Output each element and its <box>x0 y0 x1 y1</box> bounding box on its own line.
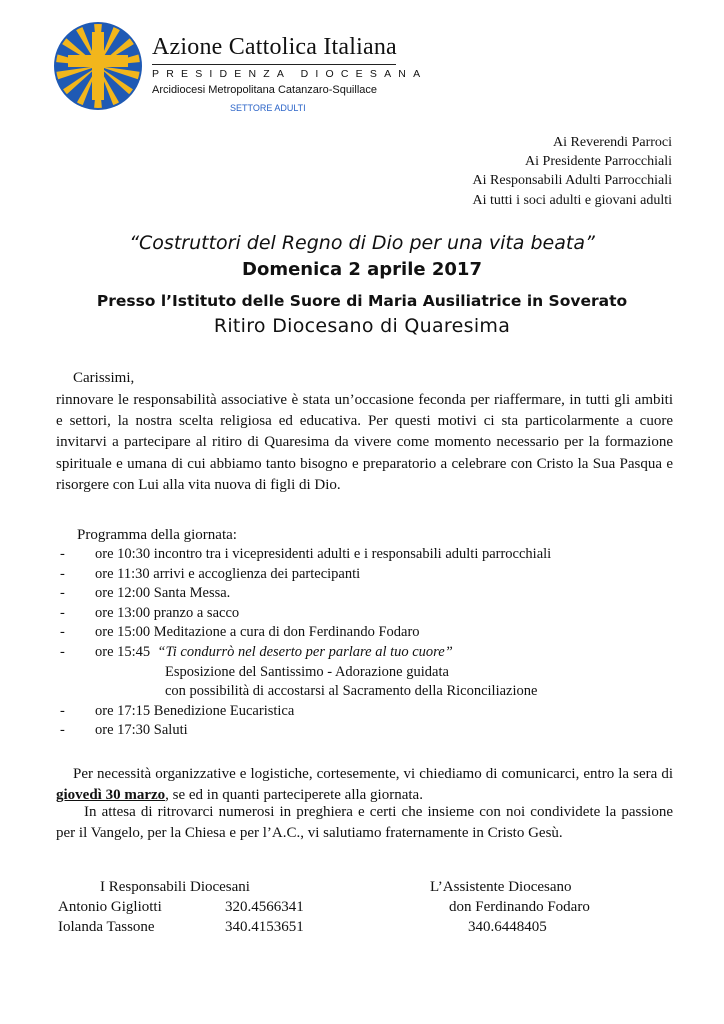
bullet-dash: - <box>60 643 65 660</box>
event-quote-title: “Costruttori del Regno di Dio per una vita beata” <box>129 232 595 254</box>
program-list <box>60 545 680 741</box>
program-subitem: Esposizione del Santissimo - Adorazione guidata <box>165 663 449 680</box>
program-item: - ore 13:00 pranzo a sacco <box>60 604 680 624</box>
rsvp-paragraph: Per necessità organizzative e logistiche, cortesemente, vi chiediamo di comunicarci, entro la sera di giovedì 30 marzo, se ed in quanti parteciperete alla giornata. <box>56 766 673 804</box>
azione-cattolica-logo <box>54 22 142 110</box>
bullet-dash: - <box>60 604 65 621</box>
recipient-line: Ai Presidente Parrocchiali <box>525 154 672 170</box>
signatory-phone: 320.4566341 <box>225 899 304 915</box>
bullet-dash: - <box>60 624 65 641</box>
program-item: - ore 10:30 incontro tra i vicepresidenti adulti e i responsabili adulti parrocchiali <box>60 545 680 565</box>
program-quote: “Ti condurrò nel deserto per parlare al tuo cuore” <box>157 643 453 660</box>
responsabili-title: I Responsabili Diocesani <box>100 879 250 895</box>
bullet-dash: - <box>60 722 65 739</box>
program-item: - ore 12:00 Santa Messa. <box>60 584 680 604</box>
signatory-name: Iolanda Tassone <box>58 919 155 935</box>
bullet-dash: - <box>60 546 65 562</box>
intro-paragraph: rinnovare le responsabilità associative è stata un’occasione feconda per riaffermare, in tutti gli ambiti e settori, la nostra scelta religiosa ed educativa. Per questi motivi ci sta particolarmente a cuore invitarvi a partecipare al ritiro di Quaresima da vivere come momento necessario per la formazione spirituale e umana di cui abbiamo tanto bisogno e preparatorio a celebrare con Cristo la Sua Pasqua e risorgere con Lui alla vita nuova di figli di Dio. <box>56 392 673 493</box>
org-name: Azione Cattolica Italiana <box>152 34 397 60</box>
bullet-dash: - <box>60 565 65 582</box>
recipient-line: Ai Responsabili Adulti Parrocchiali <box>472 173 672 189</box>
event-location: Presso l’Istituto delle Suore di Maria Ausiliatrice in Soverato <box>96 292 628 310</box>
assistant-title: L’Assistente Diocesano <box>430 879 572 895</box>
event-date: Domenica 2 aprile 2017 <box>242 259 482 280</box>
program-item: - ore 11:30 arrivi e accoglienza dei partecipanti <box>60 565 680 585</box>
bullet-dash: - <box>60 702 65 719</box>
signatory-phone: 340.4153651 <box>225 919 304 935</box>
program-item: - ore 17:30 Saluti <box>60 721 680 741</box>
signatory-name: Antonio Gigliotti <box>58 899 162 915</box>
greeting: Carissimi, <box>73 370 135 386</box>
bullet-dash: - <box>60 585 65 602</box>
program-subitem: con possibilità di accostarsi al Sacramento della Riconciliazione <box>165 683 538 700</box>
presidency-label: PRESIDENZA DIOCESANA <box>152 68 428 80</box>
assistant-name: don Ferdinando Fodaro <box>449 899 590 915</box>
rsvp-deadline: giovedì 30 marzo <box>56 787 166 804</box>
closing-paragraph: In attesa di ritrovarci numerosi in preghiera e certi che insieme con noi condividete la passione per il Vangelo, per la Chiesa e per l’A.C., vi salutiamo fraternamente in Cristo Gesù. <box>56 804 673 842</box>
sector-label: SETTORE ADULTI <box>230 103 306 113</box>
recipient-line: Ai Reverendi Parroci <box>553 135 672 150</box>
header-divider <box>152 64 396 65</box>
program-item: - ore 17:15 Benedizione Eucaristica <box>60 702 680 722</box>
program-item: - ore 15:00 Meditazione a cura di don Ferdinando Fodaro <box>60 623 680 643</box>
recipients-block <box>473 133 672 210</box>
program-item: - ore 15:45 “Ti condurrò nel deserto per parlare al tuo cuore” <box>60 643 680 663</box>
diocese-label: Arcidiocesi Metropolitana Catanzaro-Squillace <box>152 84 378 96</box>
event-name: Ritiro Diocesano di Quaresima <box>213 315 511 337</box>
recipient-line: Ai tutti i soci adulti e giovani adulti <box>472 192 672 208</box>
assistant-phone: 340.6448405 <box>468 919 547 935</box>
program-title: Programma della giornata: <box>77 527 237 543</box>
